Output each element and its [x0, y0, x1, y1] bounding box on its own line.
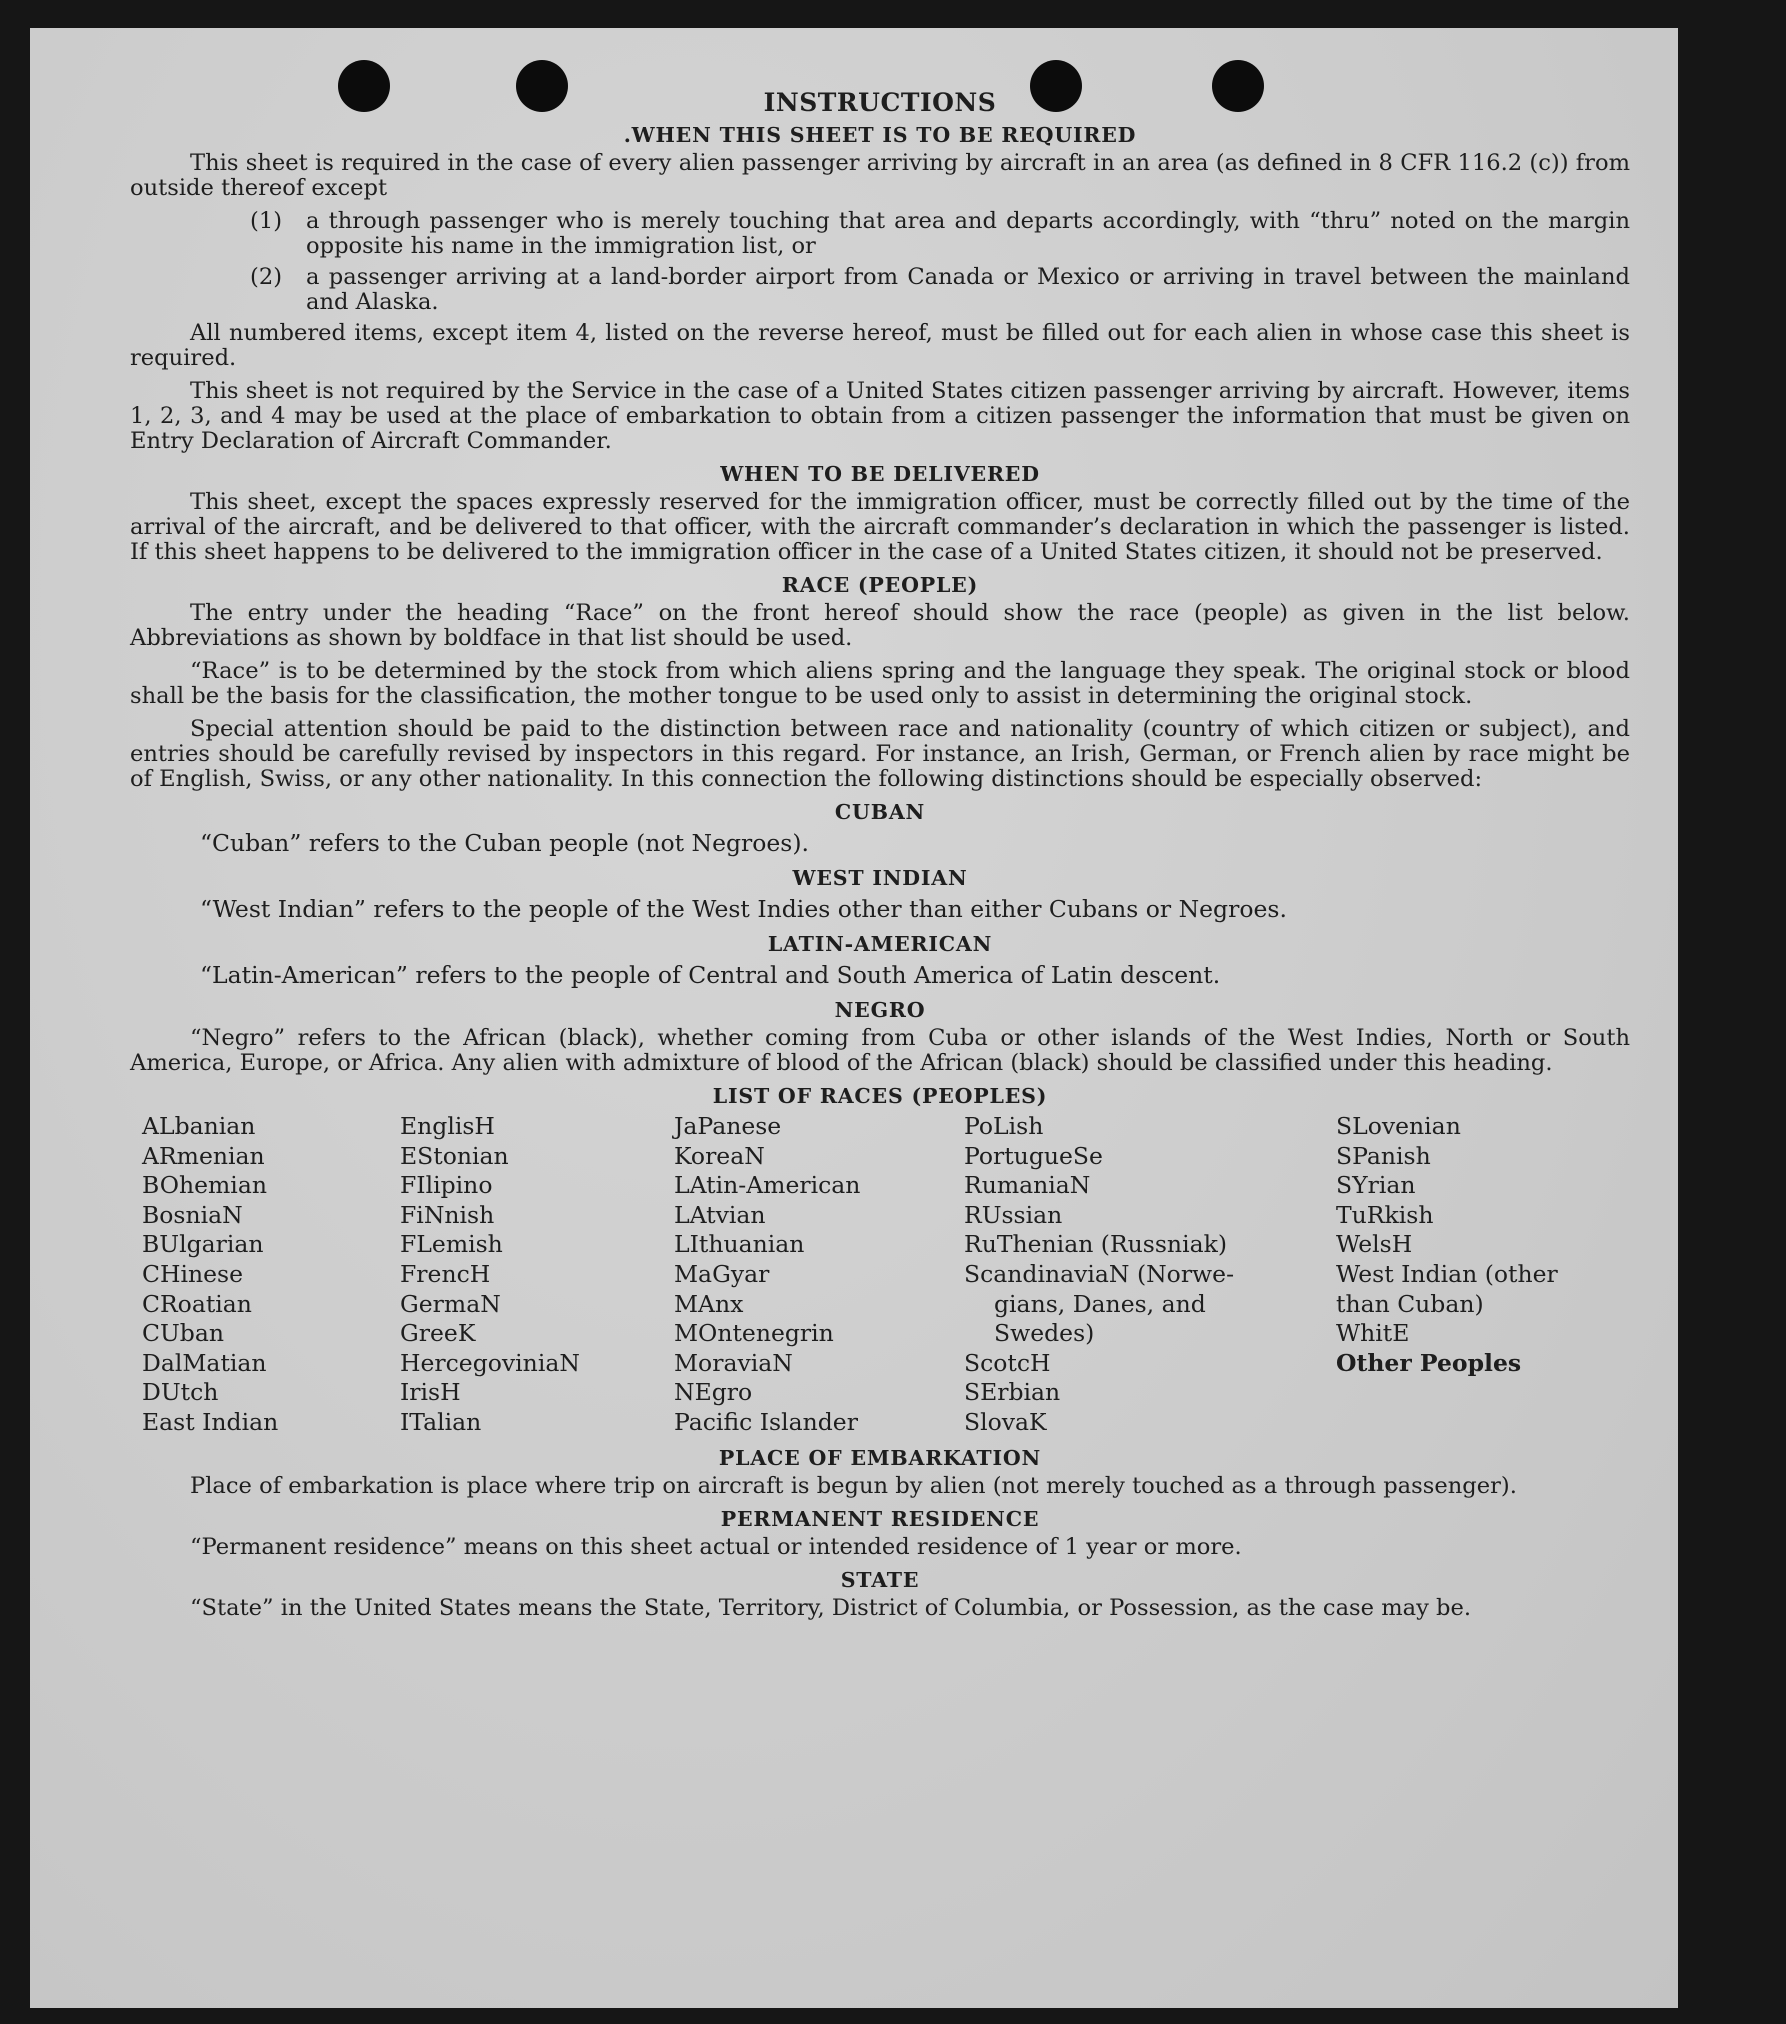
race-entry: GermaN: [400, 1289, 501, 1318]
section-heading: NEGRO: [834, 998, 926, 1022]
race-entry: RUssian: [964, 1200, 1063, 1229]
race-entry: EStonian: [400, 1141, 509, 1170]
section-heading: CUBAN: [834, 800, 926, 824]
paragraph: This sheet is required in the case of every alien passenger arriving by aircraft in an area (as defined in 8 CFR 116.2 (c)) from outside thereof except: [130, 150, 1630, 201]
races-column: [674, 1112, 964, 1438]
section-heading: .WHEN THIS SHEET IS TO BE REQUIRED: [623, 123, 1137, 147]
race-entry: East Indian: [142, 1407, 279, 1436]
paragraph: Place of embarkation is place where trip on aircraft is begun by alien (not merely touched as a through passenger).: [190, 1472, 1517, 1499]
race-entry: HercegoviniaN: [400, 1348, 580, 1377]
race-entry: MaGyar: [674, 1259, 770, 1288]
races-column: [1336, 1112, 1616, 1438]
paragraph: Special attention should be paid to the distinction between race and nationality (country of which citizen or subject), and entries should be carefully revised by inspectors in this regard. For instance, an Irish, German, or French alien by race might be of English, Swiss, or any other nationality. In this connection the following distinctions should be especially observed:: [130, 716, 1630, 792]
race-entry: SYrian: [1336, 1171, 1416, 1200]
section-heading: PLACE OF EMBARKATION: [718, 1445, 1042, 1470]
race-entry: LAtin-American: [674, 1171, 861, 1200]
race-entry: West Indian (other: [1336, 1259, 1558, 1288]
race-entry: FIlipino: [400, 1171, 493, 1200]
item-text: a through passenger who is merely touching that area and departs accordingly, with “thru” noted on the margin opposite his name in the immigration list, or: [306, 208, 1630, 259]
race-entry: FLemish: [400, 1230, 503, 1259]
race-entry: gians, Danes, and: [994, 1289, 1206, 1318]
paragraph: “State” in the United States means the State, Territory, District of Columbia, or Possession, as the case may be.: [190, 1594, 1472, 1621]
race-entry: WelsH: [1336, 1230, 1413, 1259]
item-text: a passenger arriving at a land-border airport from Canada or Mexico or arriving in travel between the mainland and Alaska.: [306, 264, 1630, 315]
race-entry: FrencH: [400, 1259, 491, 1288]
race-entry: Other Peoples: [1336, 1348, 1522, 1377]
race-entry: CRoatian: [142, 1289, 252, 1318]
definition-text: “West Indian” refers to the people of the West Indies other than either Cubans or Negroes.: [200, 895, 1287, 923]
race-entry: BosniaN: [142, 1200, 243, 1229]
document-content: [130, 90, 1630, 1629]
race-entry: MoraviaN: [674, 1348, 793, 1377]
race-entry: Swedes): [994, 1319, 1095, 1348]
list-item: [250, 265, 1630, 315]
section-heading: LIST OF RACES (PEOPLES): [712, 1084, 1048, 1108]
race-entry: JaPanese: [674, 1112, 782, 1140]
page-title: INSTRUCTIONS: [763, 88, 997, 117]
race-entry: CUban: [142, 1319, 224, 1348]
definition-text: “Cuban” refers to the Cuban people (not Negroes).: [200, 829, 810, 857]
race-entry: ITalian: [400, 1407, 482, 1436]
race-entry: Pacific Islander: [674, 1407, 858, 1436]
race-entry: FiNnish: [400, 1200, 495, 1229]
race-entry: LAtvian: [674, 1200, 766, 1229]
definition-text: “Latin-American” refers to the people of Central and South America of Latin descent.: [200, 961, 1221, 989]
race-entry: SErbian: [964, 1378, 1061, 1407]
races-column: [142, 1112, 400, 1438]
paragraph: This sheet, except the spaces expressly reserved for the immigration officer, must be correctly filled out by the time of the arrival of the aircraft, and be delivered to that officer, with the aircraft commander’s declaration in which the passenger is listed. If this sheet happens to be delivered to the immigration officer in the case of a United States citizen, it should not be preserved.: [130, 489, 1630, 565]
paragraph: “Race” is to be determined by the stock from which aliens spring and the language they speak. The original stock or blood shall be the basis for the classification, the mother tongue to be used only to assist in determining the original stock.: [130, 658, 1630, 709]
section-heading: WEST INDIAN: [792, 866, 968, 890]
paragraph: The entry under the heading “Race” on the front hereof should show the race (people) as given in the list below. Abbreviations as shown by boldface in that list should be used.: [130, 600, 1630, 651]
race-entry: SLovenian: [1336, 1112, 1461, 1140]
race-entry: DUtch: [142, 1378, 219, 1407]
race-entry: PortugueSe: [964, 1141, 1103, 1170]
document-sheet: [30, 28, 1678, 2008]
section-heading: RACE (PEOPLE): [781, 573, 979, 597]
race-entry: TuRkish: [1336, 1200, 1434, 1229]
races-column: [400, 1112, 674, 1438]
race-entry: WhitE: [1336, 1319, 1410, 1348]
item-number: (1): [250, 208, 283, 234]
race-entry: IrisH: [400, 1378, 461, 1407]
race-entry: SPanish: [1336, 1141, 1431, 1170]
race-entry: LIthuanian: [674, 1230, 805, 1259]
race-entry: KoreaN: [674, 1141, 765, 1170]
paragraph: “Negro” refers to the African (black), whether coming from Cuba or other islands of the West Indies, North or South America, Europe, or Africa. Any alien with admixture of blood of the African (black) should be classified under this heading.: [130, 1025, 1630, 1076]
race-entry: MAnx: [674, 1289, 744, 1318]
race-entry: ARmenian: [142, 1141, 265, 1170]
item-number: (2): [250, 264, 283, 290]
race-entry: SlovaK: [964, 1407, 1047, 1436]
race-entry: MOntenegrin: [674, 1319, 834, 1348]
races-list: [142, 1112, 1630, 1438]
list-item: [250, 209, 1630, 259]
race-entry: RumaniaN: [964, 1171, 1091, 1200]
race-entry: ScotcH: [964, 1348, 1051, 1377]
race-entry: ALbanian: [142, 1112, 256, 1140]
race-entry: RuThenian (Russniak): [964, 1230, 1227, 1259]
race-entry: EnglisH: [400, 1112, 495, 1140]
section-heading: LATIN-AMERICAN: [767, 932, 993, 956]
race-entry: CHinese: [142, 1259, 243, 1288]
race-entry: BOhemian: [142, 1171, 267, 1200]
race-entry: BUlgarian: [142, 1230, 264, 1259]
paragraph: All numbered items, except item 4, listed on the reverse hereof, must be filled out for each alien in whose case this sheet is required.: [130, 320, 1630, 371]
paragraph: “Permanent residence” means on this sheet actual or intended residence of 1 year or more.: [190, 1533, 1242, 1560]
section-heading: PERMANENT RESIDENCE: [720, 1506, 1040, 1531]
race-entry: ScandinaviaN (Norwe-: [964, 1259, 1235, 1288]
section-heading: STATE: [840, 1567, 920, 1592]
race-entry: DalMatian: [142, 1348, 267, 1377]
race-entry: than Cuban): [1336, 1289, 1484, 1318]
section-heading: WHEN TO BE DELIVERED: [720, 462, 1040, 486]
race-entry: PoLish: [964, 1112, 1044, 1140]
races-column: [964, 1112, 1336, 1438]
paragraph: This sheet is not required by the Service in the case of a United States citizen passenger arriving by aircraft. However, items 1, 2, 3, and 4 may be used at the place of embarkation to obtain from a citizen passenger the information that must be given on Entry Declaration of Aircraft Commander.: [130, 378, 1630, 454]
race-entry: GreeK: [400, 1319, 476, 1348]
race-entry: NEgro: [674, 1378, 753, 1407]
